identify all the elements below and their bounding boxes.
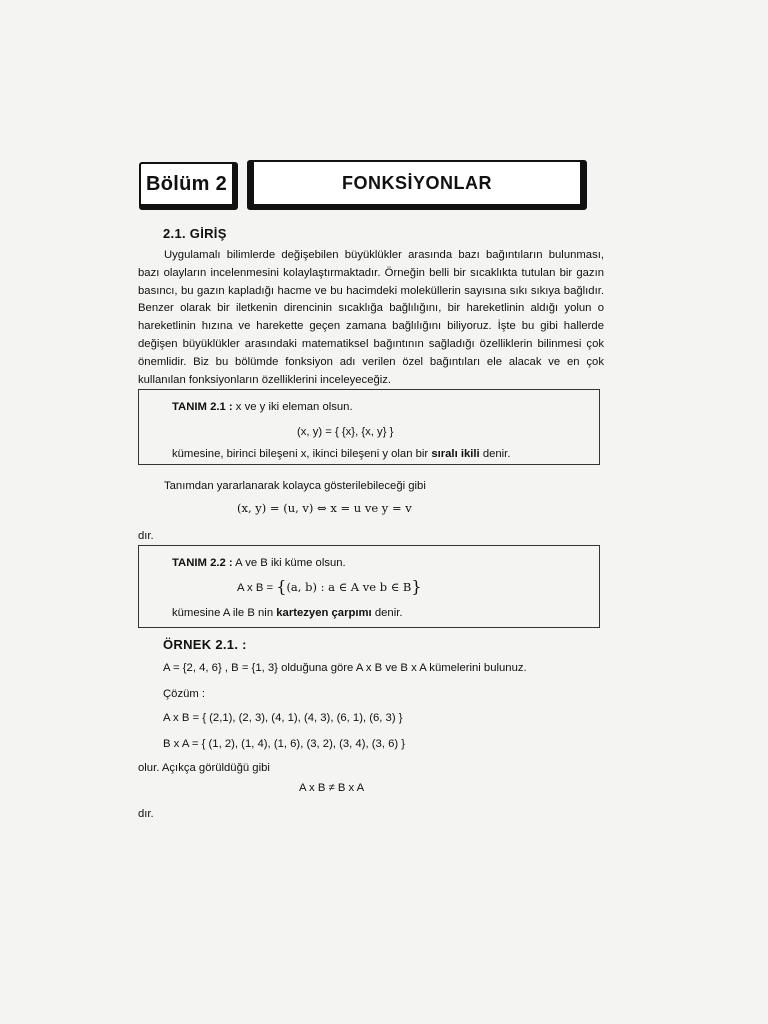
- example-title: ÖRNEK 2.1. :: [163, 637, 247, 652]
- cartesian-formula-brace-open: {: [276, 577, 287, 596]
- chapter-title: FONKSİYONLAR: [342, 172, 492, 193]
- chapter-label-box: [139, 162, 238, 210]
- intro-line: basıncı, bu gazın kapladığı hacme ve bu hacimdeki moleküllerin sayısına sıkı sıkıya bağlıdır.: [138, 284, 604, 297]
- intro-line: bazı olayların incelenmesini kolaylaştırmaktadır. Örneğin belli bir sıcaklıkta tutulan bir gazın: [138, 266, 604, 279]
- cartesian-formula-left: A x B =: [237, 582, 277, 594]
- intro-line: Benzer olarak bir iletkenin direncinin sıcaklığa bağlılığını, bir hareketlinin aldığı yolun o: [138, 302, 604, 315]
- example-problem: A = {2, 4, 6} , B = {1, 3} olduğuna göre A x B ve B x A kümelerini bulunuz.: [163, 662, 527, 674]
- definition-2-1-desc-pre: kümesine, birinci bileşeni x, ikinci bileşeni y olan bir: [172, 448, 432, 460]
- solution-label: Çözüm :: [163, 688, 206, 700]
- definition-2-1-desc-post: denir.: [479, 448, 511, 460]
- intro-line: önemlidir. Biz bu bölümde fonksiyon adı verilen özel bağıntıları ele alacak ve en çok: [138, 355, 604, 368]
- after-definition-end: dır.: [138, 530, 154, 542]
- definition-2-2-text: A ve B iki küme olsun.: [232, 557, 346, 569]
- definition-2-1-header: [172, 401, 353, 413]
- ordered-pair-equality-formula: (x, y) = (u, v) ⇔ x = u ve y = v: [237, 501, 412, 515]
- example-olur-line: olur. Açıkça görüldüğü gibi: [138, 762, 270, 774]
- definition-2-2-header: [172, 557, 346, 569]
- definition-2-1-label: TANIM 2.1 :: [172, 401, 233, 413]
- chapter-title-box: [247, 160, 587, 210]
- intro-line: hareketlinin hızına ve harekette geçen zamana bağlılığını biliyoruz. İşte bu gibi hallerde: [138, 320, 604, 333]
- cartesian-formula-inner: (a, b) : a ∈ A ve b ∈ B: [286, 580, 412, 594]
- chapter-label: Bölüm 2: [146, 172, 227, 195]
- not-equal-statement: A x B ≠ B x A: [299, 782, 365, 794]
- intro-paragraph: [138, 247, 604, 389]
- definition-2-2-label: TANIM 2.2 :: [172, 557, 233, 569]
- cartesian-formula-brace-close: }: [411, 577, 422, 596]
- definition-2-1-term: sıralı ikili: [431, 448, 480, 460]
- definition-2-2-desc-pre: kümesine A ile B nin: [172, 607, 277, 619]
- definition-2-2-desc-post: denir.: [371, 607, 403, 619]
- definition-2-2-term: kartezyen çarpımı: [276, 607, 372, 619]
- after-definition-line: Tanımdan yararlanarak kolayca gösterilebileceği gibi: [164, 480, 426, 492]
- definition-2-1-formula: (x, y) = { {x}, {x, y} }: [297, 426, 394, 438]
- example-end: dır.: [138, 808, 154, 820]
- intro-line: Uygulamalı bilimlerde değişebilen büyüklükler arasında bazı bağıntıların bulunması,: [164, 249, 604, 261]
- bxa-result: B x A = { (1, 2), (1, 4), (1, 6), (3, 2), (3, 4), (3, 6) }: [163, 738, 406, 750]
- section-heading: 2.1. GİRİŞ: [163, 226, 227, 241]
- definition-2-1-description: [172, 448, 510, 460]
- axb-result: A x B = { (2,1), (2, 3), (4, 1), (4, 3), (6, 1), (6, 3) }: [163, 712, 403, 724]
- definition-2-2-description: [172, 607, 402, 619]
- definition-2-1-text: x ve y iki eleman olsun.: [232, 401, 353, 413]
- cartesian-product-formula: [237, 577, 422, 596]
- intro-line: değişen büyüklükler arasındaki matematiksel bağıntının sağladığı özelliklerin bilinmesi çok: [138, 337, 604, 350]
- intro-line: kullanılan fonksiyonların özelliklerini inceleyeceğiz.: [138, 373, 392, 386]
